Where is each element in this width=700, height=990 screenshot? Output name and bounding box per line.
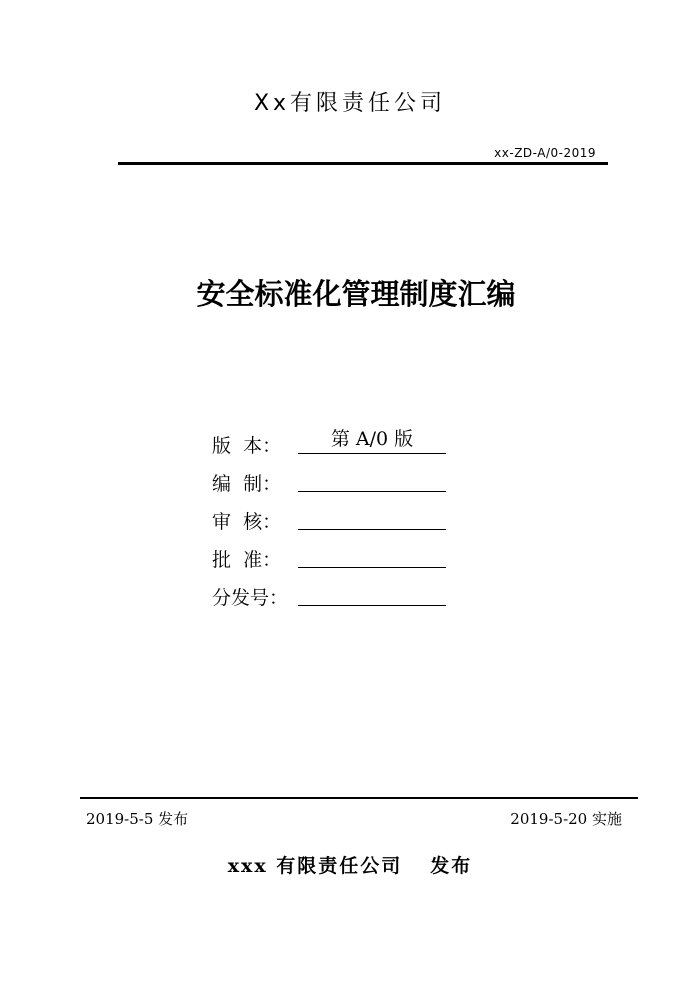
distribution-no-label: 分发号： bbox=[212, 587, 289, 609]
publisher-name: xxx 有限责任公司 bbox=[227, 855, 403, 877]
distribution-no-value bbox=[298, 577, 446, 606]
info-row-prepared-by bbox=[212, 458, 446, 496]
info-row-reviewed-by bbox=[212, 496, 446, 534]
approved-by-label: 批 准： bbox=[212, 549, 282, 571]
header-divider bbox=[118, 162, 608, 165]
info-row-approved-by bbox=[212, 534, 446, 572]
footer-publisher bbox=[0, 851, 700, 878]
footer-divider bbox=[80, 797, 638, 799]
info-row-version bbox=[212, 420, 446, 458]
document-info-table bbox=[212, 420, 446, 610]
effective-date: 2019-5-20 实施 bbox=[510, 810, 622, 828]
approved-by-value bbox=[298, 539, 446, 568]
reviewed-by-value bbox=[298, 501, 446, 530]
version-label: 版 本： bbox=[212, 435, 282, 457]
document-title: 安全标准化管理制度汇编 bbox=[196, 277, 516, 311]
company-header: Xx有限责任公司 bbox=[253, 91, 447, 116]
publish-date: 2019-5-5 发布 bbox=[86, 810, 189, 828]
document-code: xx-ZD-A/0-2019 bbox=[494, 146, 596, 160]
publisher-action: 发布 bbox=[430, 855, 473, 877]
version-value: 第 A/0 版 bbox=[298, 425, 446, 454]
reviewed-by-label: 审 核： bbox=[212, 511, 282, 533]
prepared-by-value bbox=[298, 463, 446, 492]
prepared-by-label: 编 制： bbox=[212, 473, 282, 495]
info-row-distribution-no bbox=[212, 572, 446, 610]
